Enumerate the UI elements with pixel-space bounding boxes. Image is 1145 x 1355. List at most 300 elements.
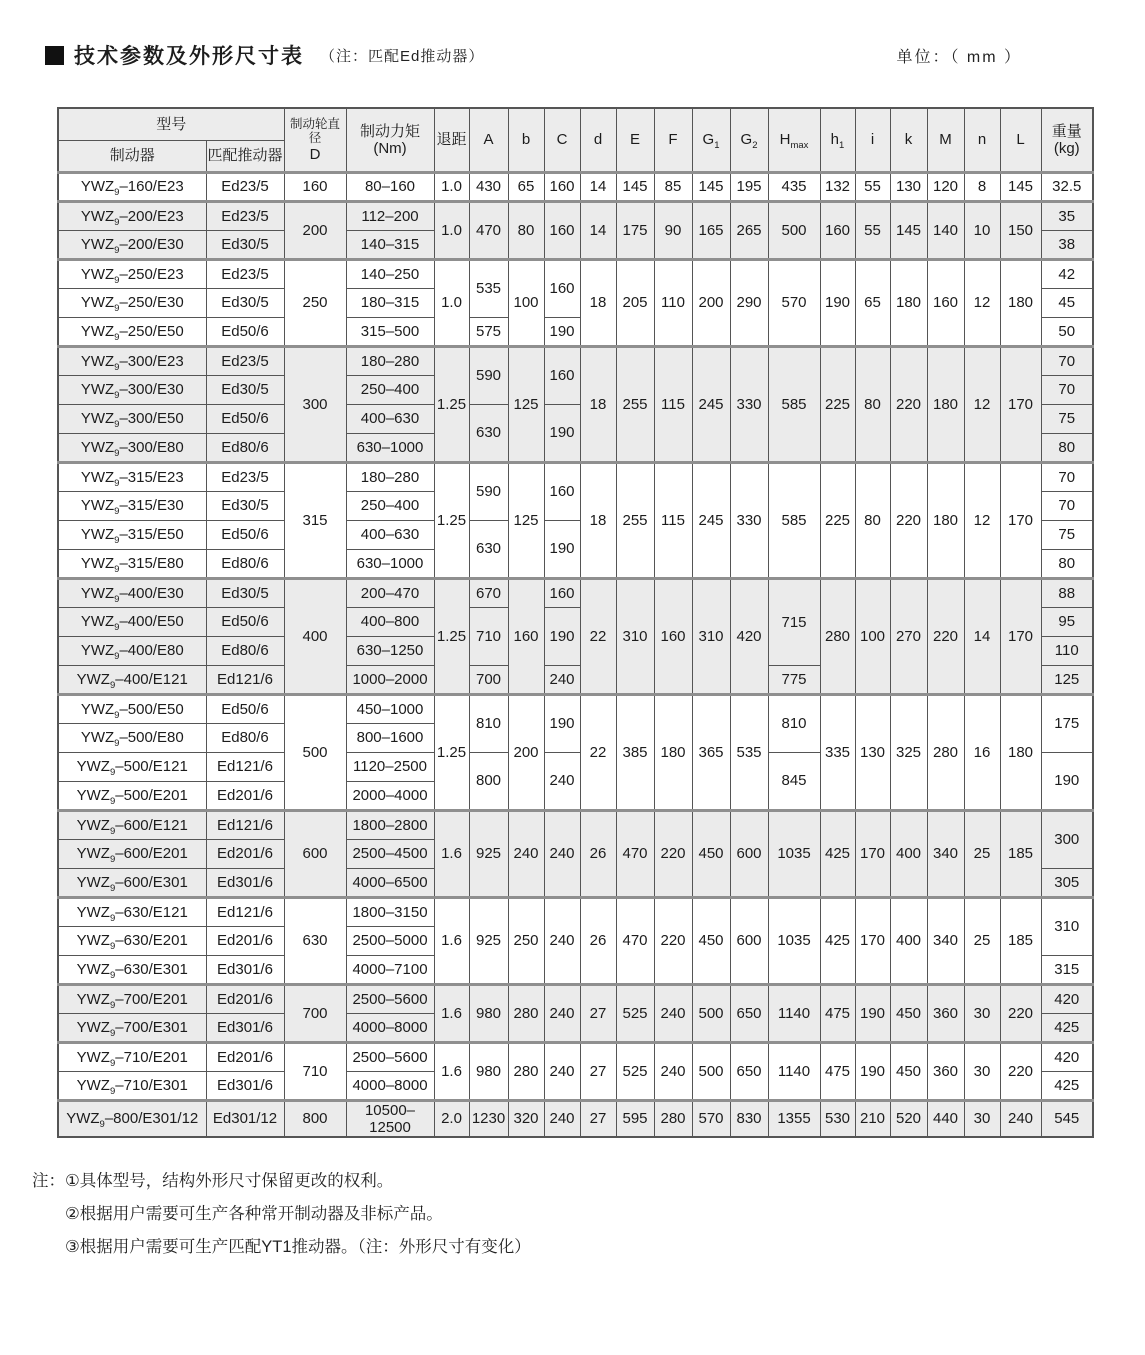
value-cell: 575 (469, 317, 508, 346)
footnote-item: ②根据用户需要可生产各种常开制动器及非标产品。 (65, 1204, 443, 1223)
value-cell: 25 (964, 897, 1000, 984)
value-cell: 25 (964, 810, 1000, 897)
value-cell: 125 (508, 462, 544, 578)
value-cell: 30 (964, 984, 1000, 1042)
model-cell: $YWZ_9-400/E50$ (58, 607, 206, 636)
value-cell: 225 (820, 346, 855, 462)
value-cell: 22 (580, 578, 616, 694)
value-cell: 980 (469, 984, 508, 1042)
header-C: C (544, 108, 580, 172)
value-cell: 180–315 (346, 288, 434, 317)
footnotes (32, 1165, 1145, 1264)
value-cell: 450–1000 (346, 694, 434, 723)
header-b: b (508, 108, 544, 172)
value-cell: 2500–5600 (346, 1042, 434, 1071)
table-row (58, 1042, 1093, 1071)
value-cell: 170 (1000, 346, 1041, 462)
value-cell: 590 (469, 462, 508, 520)
value-cell: 450 (890, 984, 927, 1042)
value-cell: Ed201/6 (206, 1042, 284, 1071)
value-cell: 50 (1041, 317, 1093, 346)
value-cell: 315 (1041, 955, 1093, 984)
model-cell: $YWZ_9-700/E301$ (58, 1013, 206, 1042)
header-torque: 制动力矩 (Nm) (346, 108, 434, 172)
value-cell: 700 (284, 984, 346, 1042)
value-cell: Ed23/5 (206, 201, 284, 230)
value-cell: 220 (654, 810, 692, 897)
model-cell: $YWZ_9-400/E80$ (58, 636, 206, 665)
page-header (45, 40, 1100, 70)
value-cell: 240 (654, 984, 692, 1042)
value-cell: 290 (730, 259, 768, 346)
value-cell: Ed50/6 (206, 694, 284, 723)
value-cell: 310 (616, 578, 654, 694)
value-cell: 112–200 (346, 201, 434, 230)
model-cell: $YWZ_9-500/E80$ (58, 723, 206, 752)
value-cell: 650 (730, 984, 768, 1042)
value-cell: 545 (1041, 1100, 1093, 1137)
value-cell: 55 (855, 172, 890, 201)
value-cell: 220 (890, 346, 927, 462)
value-cell: 425 (1041, 1013, 1093, 1042)
value-cell: 590 (469, 346, 508, 404)
value-cell: 1.6 (434, 1042, 469, 1100)
value-cell: 1.0 (434, 172, 469, 201)
value-cell: 475 (820, 984, 855, 1042)
value-cell: 160 (284, 172, 346, 201)
value-cell: 1.25 (434, 346, 469, 462)
value-cell: 200–470 (346, 578, 434, 607)
value-cell: 1.0 (434, 201, 469, 259)
value-cell: Ed301/6 (206, 1013, 284, 1042)
value-cell: 14 (580, 172, 616, 201)
value-cell: 70 (1041, 375, 1093, 404)
value-cell: 500 (768, 201, 820, 259)
table-row (58, 897, 1093, 926)
table-row (58, 346, 1093, 375)
value-cell: 1.25 (434, 578, 469, 694)
value-cell: 2500–5000 (346, 926, 434, 955)
value-cell: 160 (820, 201, 855, 259)
value-cell: Ed201/6 (206, 984, 284, 1013)
value-cell: 330 (730, 462, 768, 578)
value-cell: 250 (508, 897, 544, 984)
value-cell: Ed23/5 (206, 462, 284, 491)
value-cell: 18 (580, 259, 616, 346)
value-cell: 475 (820, 1042, 855, 1100)
value-cell: Ed301/12 (206, 1100, 284, 1137)
value-cell: 125 (508, 346, 544, 462)
value-cell: 1140 (768, 1042, 820, 1100)
value-cell: 2000–4000 (346, 781, 434, 810)
value-cell: 27 (580, 1100, 616, 1137)
header-F: F (654, 108, 692, 172)
spec-table (57, 107, 1094, 1138)
value-cell: 425 (820, 897, 855, 984)
value-cell: 280 (654, 1100, 692, 1137)
value-cell: 420 (1041, 1042, 1093, 1071)
value-cell: 270 (890, 578, 927, 694)
value-cell: 100 (508, 259, 544, 346)
header-pusher: 匹配推动器 (206, 140, 284, 172)
table-row (58, 201, 1093, 230)
header-L: L (1000, 108, 1041, 172)
value-cell: 185 (1000, 810, 1041, 897)
value-cell: 1800–3150 (346, 897, 434, 926)
model-cell: $YWZ_9-500/E50$ (58, 694, 206, 723)
table-row (58, 984, 1093, 1013)
value-cell: 160 (544, 259, 580, 317)
value-cell: 420 (1041, 984, 1093, 1013)
value-cell: Ed30/5 (206, 288, 284, 317)
value-cell: Ed50/6 (206, 317, 284, 346)
value-cell: 670 (469, 578, 508, 607)
value-cell: 200 (284, 201, 346, 259)
value-cell: 18 (580, 462, 616, 578)
value-cell: 400–800 (346, 607, 434, 636)
value-cell: 1120–2500 (346, 752, 434, 781)
value-cell: 1.6 (434, 810, 469, 897)
value-cell: Ed50/6 (206, 520, 284, 549)
value-cell: 160 (544, 172, 580, 201)
value-cell: 65 (508, 172, 544, 201)
value-cell: 800–1600 (346, 723, 434, 752)
model-cell: $YWZ_9-630/E121$ (58, 897, 206, 926)
value-cell: Ed80/6 (206, 549, 284, 578)
model-cell: $YWZ_9-630/E301$ (58, 955, 206, 984)
value-cell: 145 (692, 172, 730, 201)
value-cell: 500 (692, 1042, 730, 1100)
value-cell: 150 (1000, 201, 1041, 259)
value-cell: Ed301/6 (206, 1071, 284, 1100)
value-cell: 800 (284, 1100, 346, 1137)
value-cell: 4000–6500 (346, 868, 434, 897)
header-brake: 制动器 (58, 140, 206, 172)
model-cell: $YWZ_9-500/E201$ (58, 781, 206, 810)
value-cell: 170 (855, 897, 890, 984)
value-cell: 925 (469, 810, 508, 897)
value-cell: 70 (1041, 462, 1093, 491)
value-cell: 240 (544, 810, 580, 897)
value-cell: 630–1000 (346, 549, 434, 578)
value-cell: 18 (580, 346, 616, 462)
value-cell: Ed30/5 (206, 491, 284, 520)
value-cell: 280 (820, 578, 855, 694)
value-cell: 170 (1000, 462, 1041, 578)
value-cell: 630 (284, 897, 346, 984)
value-cell: 10500–12500 (346, 1100, 434, 1137)
page-title: 技术参数及外形尺寸表 (74, 45, 304, 68)
value-cell: 300 (1041, 810, 1093, 868)
model-cell: $YWZ_9-600/E121$ (58, 810, 206, 839)
value-cell: 340 (927, 897, 964, 984)
model-cell: $YWZ_9-160/E23$ (58, 172, 206, 201)
value-cell: Ed23/5 (206, 259, 284, 288)
model-cell: $YWZ_9-400/E121$ (58, 665, 206, 694)
value-cell: 240 (654, 1042, 692, 1100)
value-cell: 35 (1041, 201, 1093, 230)
value-cell: 2.0 (434, 1100, 469, 1137)
value-cell: 525 (616, 1042, 654, 1100)
footnote-item: ①具体型号，结构外形尺寸保留更改的权利。 (65, 1171, 394, 1190)
value-cell: Ed80/6 (206, 723, 284, 752)
value-cell: 250 (284, 259, 346, 346)
value-cell: 170 (1000, 578, 1041, 694)
value-cell: 1.0 (434, 259, 469, 346)
value-cell: 715 (768, 578, 820, 665)
value-cell: 315–500 (346, 317, 434, 346)
table-head (58, 108, 1093, 172)
value-cell: 4000–8000 (346, 1071, 434, 1100)
value-cell: 75 (1041, 520, 1093, 549)
value-cell: 600 (730, 810, 768, 897)
value-cell: 535 (469, 259, 508, 317)
value-cell: 500 (692, 984, 730, 1042)
value-cell: 600 (284, 810, 346, 897)
header-d: d (580, 108, 616, 172)
table-row (58, 810, 1093, 839)
value-cell: 160 (508, 578, 544, 694)
value-cell: 255 (616, 462, 654, 578)
value-cell: 190 (544, 404, 580, 462)
value-cell: 335 (820, 694, 855, 810)
value-cell: Ed23/5 (206, 346, 284, 375)
model-cell: $YWZ_9-300/E80$ (58, 433, 206, 462)
header-i: i (855, 108, 890, 172)
value-cell: 14 (580, 201, 616, 259)
value-cell: 30 (964, 1042, 1000, 1100)
value-cell: 80 (1041, 433, 1093, 462)
model-cell: $YWZ_9-400/E30$ (58, 578, 206, 607)
header-h1: $h_1$ (820, 108, 855, 172)
model-cell: $YWZ_9-200/E23$ (58, 201, 206, 230)
model-cell: $YWZ_9-710/E201$ (58, 1042, 206, 1071)
value-cell: 95 (1041, 607, 1093, 636)
value-cell: 710 (469, 607, 508, 665)
value-cell: 1.6 (434, 897, 469, 984)
value-cell: 700 (469, 665, 508, 694)
model-cell: $YWZ_9-600/E201$ (58, 839, 206, 868)
value-cell: 810 (768, 694, 820, 752)
table-row (58, 1100, 1093, 1137)
value-cell: Ed80/6 (206, 636, 284, 665)
value-cell: 175 (616, 201, 654, 259)
value-cell: 45 (1041, 288, 1093, 317)
value-cell: 800 (469, 752, 508, 810)
value-cell: 14 (964, 578, 1000, 694)
value-cell: 240 (544, 665, 580, 694)
value-cell: Ed30/5 (206, 578, 284, 607)
value-cell: 400 (284, 578, 346, 694)
value-cell: 240 (508, 810, 544, 897)
value-cell: Ed201/6 (206, 781, 284, 810)
value-cell: 435 (768, 172, 820, 201)
model-cell: $YWZ_9-250/E50$ (58, 317, 206, 346)
value-cell: Ed301/6 (206, 955, 284, 984)
value-cell: 400 (890, 810, 927, 897)
value-cell: Ed121/6 (206, 752, 284, 781)
value-cell: 1355 (768, 1100, 820, 1137)
value-cell: 440 (927, 1100, 964, 1137)
value-cell: 500 (284, 694, 346, 810)
model-cell: $YWZ_9-200/E30$ (58, 230, 206, 259)
table-row (58, 462, 1093, 491)
value-cell: 160 (544, 578, 580, 607)
header-E: E (616, 108, 654, 172)
value-cell: 160 (544, 346, 580, 404)
footnote-item: ③根据用户需要可生产匹配YT1推动器。（注：外形尺寸有变化） (65, 1237, 531, 1256)
value-cell: 1.6 (434, 984, 469, 1042)
value-cell: 145 (1000, 172, 1041, 201)
value-cell: 160 (927, 259, 964, 346)
model-cell: $YWZ_9-300/E23$ (58, 346, 206, 375)
value-cell: 425 (820, 810, 855, 897)
value-cell: 830 (730, 1100, 768, 1137)
value-cell: 26 (580, 897, 616, 984)
value-cell: 450 (692, 810, 730, 897)
value-cell: 110 (654, 259, 692, 346)
model-cell: $YWZ_9-315/E50$ (58, 520, 206, 549)
header-G1: $G_1$ (692, 108, 730, 172)
value-cell: 70 (1041, 491, 1093, 520)
value-cell: 470 (469, 201, 508, 259)
header-M: M (927, 108, 964, 172)
value-cell: 340 (927, 810, 964, 897)
value-cell: 280 (927, 694, 964, 810)
value-cell: 265 (730, 201, 768, 259)
value-cell: Ed80/6 (206, 433, 284, 462)
value-cell: 160 (544, 201, 580, 259)
value-cell: 280 (508, 984, 544, 1042)
value-cell: 470 (616, 897, 654, 984)
model-cell: $YWZ_9-315/E30$ (58, 491, 206, 520)
title-bullet-square-icon (45, 46, 64, 65)
model-cell: $YWZ_9-300/E50$ (58, 404, 206, 433)
value-cell: 42 (1041, 259, 1093, 288)
value-cell: 26 (580, 810, 616, 897)
value-cell: 120 (927, 172, 964, 201)
value-cell: 132 (820, 172, 855, 201)
value-cell: 195 (730, 172, 768, 201)
value-cell: 240 (544, 752, 580, 810)
value-cell: 140–250 (346, 259, 434, 288)
value-cell: 425 (1041, 1071, 1093, 1100)
value-cell: 200 (692, 259, 730, 346)
value-cell: Ed30/5 (206, 375, 284, 404)
value-cell: Ed50/6 (206, 607, 284, 636)
header-weight: 重量 (kg) (1041, 108, 1093, 172)
header-G2: $G_2$ (730, 108, 768, 172)
value-cell: 180 (927, 462, 964, 578)
value-cell: 190 (544, 607, 580, 665)
value-cell: 80 (855, 346, 890, 462)
value-cell: 140 (927, 201, 964, 259)
value-cell: 470 (616, 810, 654, 897)
model-cell: $YWZ_9-710/E301$ (58, 1071, 206, 1100)
value-cell: 180 (1000, 259, 1041, 346)
value-cell: 595 (616, 1100, 654, 1137)
value-cell: 845 (768, 752, 820, 810)
value-cell: 315 (284, 462, 346, 578)
value-cell: 325 (890, 694, 927, 810)
value-cell: 1230 (469, 1100, 508, 1137)
value-cell: 650 (730, 1042, 768, 1100)
value-cell: 170 (855, 810, 890, 897)
value-cell: 8 (964, 172, 1000, 201)
value-cell: Ed201/6 (206, 926, 284, 955)
value-cell: 1000–2000 (346, 665, 434, 694)
value-cell: 200 (508, 694, 544, 810)
value-cell: 180 (654, 694, 692, 810)
value-cell: 10 (964, 201, 1000, 259)
value-cell: 115 (654, 346, 692, 462)
value-cell: 630–1000 (346, 433, 434, 462)
value-cell: 205 (616, 259, 654, 346)
value-cell: 190 (544, 317, 580, 346)
model-cell: $YWZ_9-600/E301$ (58, 868, 206, 897)
value-cell: 80 (1041, 549, 1093, 578)
table-body (58, 172, 1093, 1137)
value-cell: 310 (1041, 897, 1093, 955)
value-cell: Ed121/6 (206, 897, 284, 926)
header-n: n (964, 108, 1000, 172)
model-cell: $YWZ_9-250/E30$ (58, 288, 206, 317)
value-cell: 27 (580, 1042, 616, 1100)
model-cell: $YWZ_9-800/E301/12$ (58, 1100, 206, 1137)
value-cell: 70 (1041, 346, 1093, 375)
value-cell: 240 (544, 1042, 580, 1100)
value-cell: 330 (730, 346, 768, 462)
value-cell: 16 (964, 694, 1000, 810)
value-cell: Ed50/6 (206, 404, 284, 433)
value-cell: 145 (890, 201, 927, 259)
value-cell: 810 (469, 694, 508, 752)
value-cell: 305 (1041, 868, 1093, 897)
table-row (58, 694, 1093, 723)
value-cell: 250–400 (346, 375, 434, 404)
value-cell: 520 (890, 1100, 927, 1137)
value-cell: 280 (508, 1042, 544, 1100)
value-cell: 180 (927, 346, 964, 462)
unit-label: 单位：（ mm ） (896, 48, 1022, 66)
value-cell: 450 (890, 1042, 927, 1100)
value-cell: 12 (964, 346, 1000, 462)
value-cell: 85 (654, 172, 692, 201)
value-cell: 1035 (768, 897, 820, 984)
value-cell: 775 (768, 665, 820, 694)
value-cell: 175 (1041, 694, 1093, 752)
value-cell: 220 (1000, 984, 1041, 1042)
value-cell: 100 (855, 578, 890, 694)
value-cell: 925 (469, 897, 508, 984)
value-cell: 250–400 (346, 491, 434, 520)
title-note: （注：匹配Ed推动器） (320, 47, 485, 65)
model-cell: $YWZ_9-315/E23$ (58, 462, 206, 491)
value-cell: 190 (1041, 752, 1093, 810)
value-cell: 570 (768, 259, 820, 346)
value-cell: 585 (768, 346, 820, 462)
value-cell: 88 (1041, 578, 1093, 607)
table-row (58, 172, 1093, 201)
value-cell: 190 (820, 259, 855, 346)
value-cell: 430 (469, 172, 508, 201)
value-cell: 570 (692, 1100, 730, 1137)
table-row (58, 259, 1093, 288)
model-cell: $YWZ_9-500/E121$ (58, 752, 206, 781)
value-cell: 180–280 (346, 462, 434, 491)
value-cell: 185 (1000, 897, 1041, 984)
value-cell: 1035 (768, 810, 820, 897)
